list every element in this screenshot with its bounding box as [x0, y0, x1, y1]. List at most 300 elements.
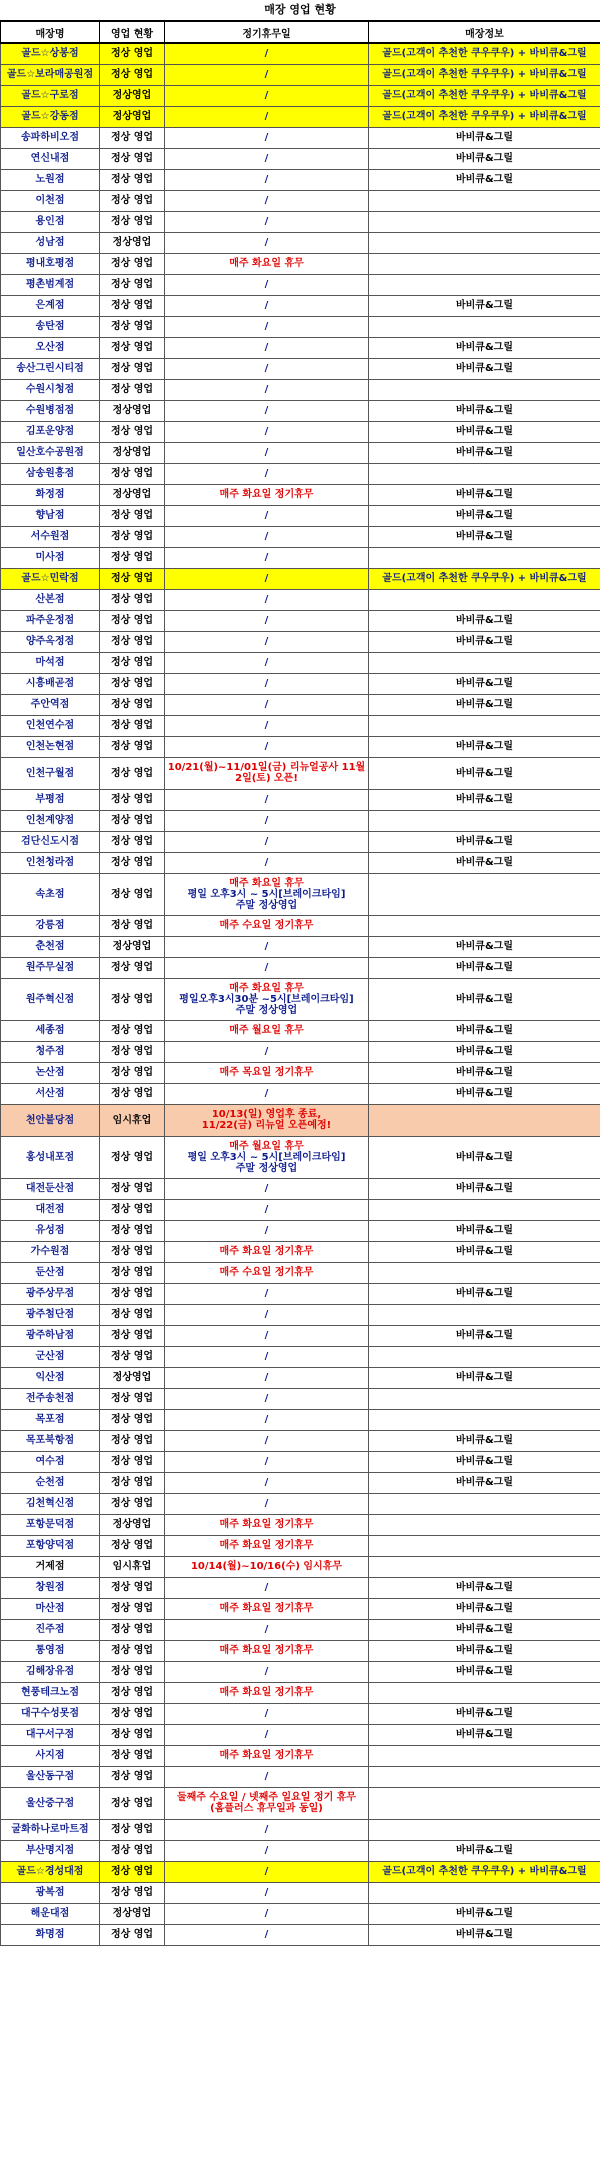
- table-row: [1, 1062, 600, 1083]
- table-row: [1, 1787, 600, 1819]
- store-name-cell: 송탄점: [1, 316, 100, 337]
- table-row: [1, 1840, 600, 1861]
- store-info-cell: 바비큐&그릴: [369, 1241, 600, 1262]
- store-info-cell: [369, 1304, 600, 1325]
- store-name-cell: 부산명지점: [1, 1840, 100, 1861]
- store-name-cell: 대구수성못점: [1, 1703, 100, 1724]
- store-name-cell: 광주하남점: [1, 1325, 100, 1346]
- store-name-cell: 춘천점: [1, 936, 100, 957]
- table-row: [1, 274, 600, 295]
- store-name-cell: 오산점: [1, 337, 100, 358]
- store-info-cell: [369, 1493, 600, 1514]
- store-info-cell: 골드(고객이 추천한 쿠우쿠우) + 바비큐&그릴: [369, 64, 600, 85]
- status-cell: 정상 영업: [100, 673, 165, 694]
- header-store-name: 매장명: [1, 21, 100, 43]
- store-name-cell: 파주운정점: [1, 610, 100, 631]
- status-cell: 정상영업: [100, 1514, 165, 1535]
- status-cell: 정상 영업: [100, 463, 165, 484]
- status-cell: 정상 영업: [100, 274, 165, 295]
- holiday-cell: /: [165, 547, 369, 568]
- holiday-cell: /: [165, 852, 369, 873]
- status-cell: 정상 영업: [100, 957, 165, 978]
- store-info-cell: 바비큐&그릴: [369, 1325, 600, 1346]
- table-row: [1, 810, 600, 831]
- store-name-cell: 사지점: [1, 1745, 100, 1766]
- holiday-cell: /: [165, 1325, 369, 1346]
- store-info-cell: 바비큐&그릴: [369, 1472, 600, 1493]
- store-info-cell: 바비큐&그릴: [369, 831, 600, 852]
- store-name-cell: 둔산점: [1, 1262, 100, 1283]
- holiday-cell: /: [165, 43, 369, 64]
- store-info-cell: 골드(고객이 추천한 쿠우쿠우) + 바비큐&그릴: [369, 106, 600, 127]
- holiday-cell: /: [165, 1430, 369, 1451]
- holiday-cell: /: [165, 610, 369, 631]
- store-name-cell: 포항양덕점: [1, 1535, 100, 1556]
- status-cell: 정상 영업: [100, 379, 165, 400]
- status-cell: 정상 영업: [100, 568, 165, 589]
- store-info-cell: 골드(고객이 추천한 쿠우쿠우) + 바비큐&그릴: [369, 1861, 600, 1882]
- status-cell: 정상 영업: [100, 295, 165, 316]
- store-name-cell: 광주첨단점: [1, 1304, 100, 1325]
- store-name-cell: 골드☆구로점: [1, 85, 100, 106]
- store-name-cell: 울산중구점: [1, 1787, 100, 1819]
- table-row: [1, 526, 600, 547]
- status-cell: 정상 영업: [100, 1819, 165, 1840]
- store-info-cell: 바비큐&그릴: [369, 1903, 600, 1924]
- store-name-cell: 인천계양점: [1, 810, 100, 831]
- status-cell: 정상 영업: [100, 127, 165, 148]
- status-cell: 정상 영업: [100, 873, 165, 915]
- holiday-cell: /: [165, 673, 369, 694]
- store-name-cell: 인천논현점: [1, 736, 100, 757]
- store-info-cell: 바비큐&그릴: [369, 1136, 600, 1178]
- holiday-cell: /: [165, 232, 369, 253]
- status-cell: 임시휴업: [100, 1556, 165, 1577]
- store-info-cell: 바비큐&그릴: [369, 526, 600, 547]
- store-name-cell: 김천혁신점: [1, 1493, 100, 1514]
- holiday-cell: /: [165, 85, 369, 106]
- store-info-cell: 바비큐&그릴: [369, 337, 600, 358]
- store-info-cell: [369, 1514, 600, 1535]
- holiday-cell: 매주 수요일 정기휴무: [165, 915, 369, 936]
- holiday-cell: /: [165, 652, 369, 673]
- store-name-cell: 송산그린시티점: [1, 358, 100, 379]
- store-info-cell: 바비큐&그릴: [369, 631, 600, 652]
- table-row: [1, 1535, 600, 1556]
- holiday-cell: 10/13(일) 영업후 종료, 11/22(금) 리뉴얼 오픈예정!: [165, 1104, 369, 1136]
- holiday-cell: /: [165, 295, 369, 316]
- holiday-cell: /: [165, 789, 369, 810]
- table-row: [1, 106, 600, 127]
- status-cell: 정상 영업: [100, 169, 165, 190]
- table-row: [1, 873, 600, 915]
- store-name-cell: 골드☆보라매공원점: [1, 64, 100, 85]
- status-cell: 정상 영업: [100, 1283, 165, 1304]
- table-row: [1, 610, 600, 631]
- table-row: [1, 1388, 600, 1409]
- holiday-cell: 매주 화요일 정기휴무: [165, 1241, 369, 1262]
- table-row: [1, 1346, 600, 1367]
- store-name-cell: 홍성내포점: [1, 1136, 100, 1178]
- holiday-cell: /: [165, 337, 369, 358]
- store-info-cell: 바비큐&그릴: [369, 505, 600, 526]
- status-cell: 정상 영업: [100, 736, 165, 757]
- store-name-cell: 강릉점: [1, 915, 100, 936]
- store-name-cell: 창원점: [1, 1577, 100, 1598]
- store-info-cell: 바비큐&그릴: [369, 978, 600, 1020]
- store-info-cell: 골드(고객이 추천한 쿠우쿠우) + 바비큐&그릴: [369, 85, 600, 106]
- store-info-cell: 바비큐&그릴: [369, 694, 600, 715]
- status-cell: 정상 영업: [100, 1262, 165, 1283]
- store-name-cell: 서산점: [1, 1083, 100, 1104]
- status-cell: 정상 영업: [100, 1220, 165, 1241]
- store-name-cell: 인천청라점: [1, 852, 100, 873]
- store-name-cell: 골드☆민락점: [1, 568, 100, 589]
- store-name-cell: 김포운양점: [1, 421, 100, 442]
- table-row: [1, 1682, 600, 1703]
- status-cell: 정상 영업: [100, 1136, 165, 1178]
- table-row: [1, 43, 600, 64]
- store-table: [0, 20, 600, 1946]
- store-name-cell: 은계점: [1, 295, 100, 316]
- status-cell: 정상 영업: [100, 505, 165, 526]
- store-name-cell: 수원시청점: [1, 379, 100, 400]
- store-info-cell: 바비큐&그릴: [369, 936, 600, 957]
- holiday-cell: 매주 수요일 정기휴무: [165, 1262, 369, 1283]
- store-info-cell: [369, 1745, 600, 1766]
- store-name-cell: 목포북항점: [1, 1430, 100, 1451]
- status-cell: 정상 영업: [100, 652, 165, 673]
- holiday-cell: /: [165, 211, 369, 232]
- status-cell: 정상 영업: [100, 1924, 165, 1945]
- holiday-cell: /: [165, 1409, 369, 1430]
- status-cell: 정상 영업: [100, 715, 165, 736]
- status-cell: 정상 영업: [100, 1199, 165, 1220]
- holiday-cell: 매주 화요일 정기휴무: [165, 484, 369, 505]
- store-info-cell: 바비큐&그릴: [369, 484, 600, 505]
- store-name-cell: 시흥배곧점: [1, 673, 100, 694]
- store-info-cell: 바비큐&그릴: [369, 757, 600, 789]
- status-cell: 정상 영업: [100, 1062, 165, 1083]
- table-row: [1, 1924, 600, 1945]
- store-info-cell: 골드(고객이 추천한 쿠우쿠우) + 바비큐&그릴: [369, 568, 600, 589]
- store-info-cell: 바비큐&그릴: [369, 673, 600, 694]
- store-name-cell: 김해장유점: [1, 1661, 100, 1682]
- table-row: [1, 978, 600, 1020]
- status-cell: 정상 영업: [100, 1882, 165, 1903]
- table-row: [1, 852, 600, 873]
- table-row: [1, 1724, 600, 1745]
- status-cell: 정상 영업: [100, 610, 165, 631]
- table-row: [1, 936, 600, 957]
- store-info-cell: 골드(고객이 추천한 쿠우쿠우) + 바비큐&그릴: [369, 43, 600, 64]
- status-cell: 정상영업: [100, 400, 165, 421]
- store-name-cell: 논산점: [1, 1062, 100, 1083]
- status-cell: 정상 영업: [100, 1325, 165, 1346]
- status-cell: 정상 영업: [100, 1787, 165, 1819]
- store-name-cell: 미사점: [1, 547, 100, 568]
- holiday-cell: /: [165, 64, 369, 85]
- holiday-cell: /: [165, 1819, 369, 1840]
- store-info-cell: [369, 1104, 600, 1136]
- store-name-cell: 해운대점: [1, 1903, 100, 1924]
- status-cell: 정상 영업: [100, 1178, 165, 1199]
- table-row: [1, 1745, 600, 1766]
- table-row: [1, 337, 600, 358]
- table-row: [1, 757, 600, 789]
- holiday-cell: /: [165, 505, 369, 526]
- store-name-cell: 양주옥정점: [1, 631, 100, 652]
- status-cell: 정상 영업: [100, 316, 165, 337]
- holiday-cell: /: [165, 1451, 369, 1472]
- table-row: [1, 442, 600, 463]
- table-row: [1, 1640, 600, 1661]
- holiday-cell: /: [165, 1577, 369, 1598]
- status-cell: 정상영업: [100, 106, 165, 127]
- store-name-cell: 유성점: [1, 1220, 100, 1241]
- store-info-cell: [369, 1199, 600, 1220]
- sheet-title: 매장 영업 현황: [264, 3, 336, 16]
- status-cell: 정상 영업: [100, 1083, 165, 1104]
- store-info-cell: [369, 463, 600, 484]
- store-info-cell: 바비큐&그릴: [369, 442, 600, 463]
- store-info-cell: 바비큐&그릴: [369, 1724, 600, 1745]
- table-row: [1, 1903, 600, 1924]
- store-info-cell: [369, 652, 600, 673]
- table-row: [1, 1861, 600, 1882]
- status-cell: 정상영업: [100, 936, 165, 957]
- store-name-cell: 화명점: [1, 1924, 100, 1945]
- holiday-cell: /: [165, 127, 369, 148]
- store-info-cell: [369, 1535, 600, 1556]
- store-name-cell: 마석점: [1, 652, 100, 673]
- table-row: [1, 379, 600, 400]
- holiday-cell: /: [165, 631, 369, 652]
- table-body: [1, 43, 600, 1945]
- table-row: [1, 1619, 600, 1640]
- store-name-cell: 노원점: [1, 169, 100, 190]
- table-row: [1, 1703, 600, 1724]
- holiday-cell: /: [165, 379, 369, 400]
- table-row: [1, 358, 600, 379]
- holiday-cell: 매주 화요일 휴무 평일오후3시30분 ~5시[브레이크타임] 주말 정상영업: [165, 978, 369, 1020]
- store-info-cell: 바비큐&그릴: [369, 127, 600, 148]
- store-info-cell: 바비큐&그릴: [369, 1430, 600, 1451]
- table-row: [1, 915, 600, 936]
- store-name-cell: 골드☆강동점: [1, 106, 100, 127]
- status-cell: 정상영업: [100, 1367, 165, 1388]
- store-info-cell: [369, 589, 600, 610]
- status-cell: 정상 영업: [100, 1472, 165, 1493]
- table-row: [1, 1367, 600, 1388]
- table-row: [1, 1577, 600, 1598]
- holiday-cell: /: [165, 1903, 369, 1924]
- status-cell: 정상영업: [100, 442, 165, 463]
- status-cell: 정상 영업: [100, 1682, 165, 1703]
- holiday-cell: /: [165, 1840, 369, 1861]
- store-info-cell: 바비큐&그릴: [369, 957, 600, 978]
- status-cell: 정상 영업: [100, 1304, 165, 1325]
- store-name-cell: 가수원점: [1, 1241, 100, 1262]
- store-name-cell: 수원병점점: [1, 400, 100, 421]
- holiday-cell: 매주 월요일 휴무 평일 오후3시 ~ 5시[브레이크타임] 주말 정상영업: [165, 1136, 369, 1178]
- store-info-cell: 바비큐&그릴: [369, 1640, 600, 1661]
- status-cell: 정상 영업: [100, 810, 165, 831]
- store-name-cell: 향남점: [1, 505, 100, 526]
- store-name-cell: 속초점: [1, 873, 100, 915]
- store-info-cell: 바비큐&그릴: [369, 1451, 600, 1472]
- store-info-cell: 바비큐&그릴: [369, 1283, 600, 1304]
- store-info-cell: [369, 1819, 600, 1840]
- holiday-cell: 매주 화요일 정기휴무: [165, 1682, 369, 1703]
- store-name-cell: 부평점: [1, 789, 100, 810]
- store-name-cell: 광주상무점: [1, 1283, 100, 1304]
- holiday-cell: /: [165, 831, 369, 852]
- store-info-cell: 바비큐&그릴: [369, 736, 600, 757]
- table-row: [1, 1430, 600, 1451]
- holiday-cell: /: [165, 1493, 369, 1514]
- holiday-cell: /: [165, 1367, 369, 1388]
- status-cell: 정상 영업: [100, 1430, 165, 1451]
- store-name-cell: 목포점: [1, 1409, 100, 1430]
- status-cell: 정상영업: [100, 1903, 165, 1924]
- table-row: [1, 1136, 600, 1178]
- status-cell: 정상 영업: [100, 211, 165, 232]
- store-info-cell: 바비큐&그릴: [369, 1703, 600, 1724]
- store-name-cell: 익산점: [1, 1367, 100, 1388]
- holiday-cell: /: [165, 1388, 369, 1409]
- holiday-cell: /: [165, 568, 369, 589]
- status-cell: 정상영업: [100, 232, 165, 253]
- status-cell: 정상 영업: [100, 1861, 165, 1882]
- holiday-cell: /: [165, 589, 369, 610]
- holiday-cell: 매주 목요일 정기휴무: [165, 1062, 369, 1083]
- table-row: [1, 316, 600, 337]
- store-info-cell: 바비큐&그릴: [369, 1619, 600, 1640]
- holiday-cell: /: [165, 1283, 369, 1304]
- table-row: [1, 631, 600, 652]
- holiday-cell: /: [165, 715, 369, 736]
- status-cell: 정상 영업: [100, 148, 165, 169]
- status-cell: 정상 영업: [100, 852, 165, 873]
- table-row: [1, 1819, 600, 1840]
- store-info-cell: [369, 1388, 600, 1409]
- holiday-cell: /: [165, 400, 369, 421]
- holiday-cell: /: [165, 274, 369, 295]
- store-name-cell: 원주혁신점: [1, 978, 100, 1020]
- store-info-cell: 바비큐&그릴: [369, 1924, 600, 1945]
- table-row: [1, 1041, 600, 1062]
- holiday-cell: /: [165, 1304, 369, 1325]
- store-info-cell: [369, 810, 600, 831]
- status-cell: 정상 영업: [100, 1724, 165, 1745]
- store-info-cell: 바비큐&그릴: [369, 1178, 600, 1199]
- table-row: [1, 1514, 600, 1535]
- holiday-cell: /: [165, 810, 369, 831]
- store-name-cell: 화정점: [1, 484, 100, 505]
- store-name-cell: 울산동구점: [1, 1766, 100, 1787]
- status-cell: 정상 영업: [100, 1241, 165, 1262]
- holiday-cell: /: [165, 694, 369, 715]
- table-row: [1, 1556, 600, 1577]
- table-row: [1, 253, 600, 274]
- holiday-cell: /: [165, 1882, 369, 1903]
- status-cell: 정상 영업: [100, 64, 165, 85]
- holiday-cell: /: [165, 358, 369, 379]
- table-row: [1, 1451, 600, 1472]
- holiday-cell: /: [165, 936, 369, 957]
- table-row: [1, 1104, 600, 1136]
- store-info-cell: 바비큐&그릴: [369, 1661, 600, 1682]
- table-row: [1, 1220, 600, 1241]
- table-row: [1, 736, 600, 757]
- table-row: [1, 1598, 600, 1619]
- store-name-cell: 거제점: [1, 1556, 100, 1577]
- header-holiday: 정기휴무일: [165, 21, 369, 43]
- status-cell: 정상 영업: [100, 1598, 165, 1619]
- holiday-cell: /: [165, 169, 369, 190]
- holiday-cell: /: [165, 1346, 369, 1367]
- store-name-cell: 성남점: [1, 232, 100, 253]
- store-name-cell: 청주점: [1, 1041, 100, 1062]
- store-name-cell: 마산점: [1, 1598, 100, 1619]
- holiday-cell: 10/21(월)~11/01일(금) 리뉴얼공사 11월2일(토) 오픈!: [165, 757, 369, 789]
- store-name-cell: 평내호평점: [1, 253, 100, 274]
- store-name-cell: 천안불당점: [1, 1104, 100, 1136]
- holiday-cell: /: [165, 526, 369, 547]
- holiday-cell: 매주 화요일 정기휴무: [165, 1598, 369, 1619]
- table-row: [1, 400, 600, 421]
- store-info-cell: [369, 715, 600, 736]
- status-cell: 정상 영업: [100, 43, 165, 64]
- store-name-cell: 연신내점: [1, 148, 100, 169]
- holiday-cell: 매주 화요일 정기휴무: [165, 1640, 369, 1661]
- status-cell: 정상 영업: [100, 1840, 165, 1861]
- table-row: [1, 1020, 600, 1041]
- holiday-cell: /: [165, 1703, 369, 1724]
- store-info-cell: [369, 1787, 600, 1819]
- store-name-cell: 굴화하나로마트점: [1, 1819, 100, 1840]
- store-name-cell: 광복점: [1, 1882, 100, 1903]
- store-info-cell: 바비큐&그릴: [369, 400, 600, 421]
- store-info-cell: [369, 274, 600, 295]
- store-info-cell: 바비큐&그릴: [369, 1577, 600, 1598]
- status-cell: 정상 영업: [100, 694, 165, 715]
- holiday-cell: /: [165, 1661, 369, 1682]
- store-info-cell: 바비큐&그릴: [369, 789, 600, 810]
- store-name-cell: 인천구월점: [1, 757, 100, 789]
- table-row: [1, 789, 600, 810]
- store-name-cell: 골드☆상봉점: [1, 43, 100, 64]
- table-row: [1, 1325, 600, 1346]
- store-name-cell: 대전둔산점: [1, 1178, 100, 1199]
- table-row: [1, 957, 600, 978]
- table-row: [1, 1766, 600, 1787]
- holiday-cell: /: [165, 1083, 369, 1104]
- status-cell: 임시휴업: [100, 1104, 165, 1136]
- holiday-cell: 매주 월요일 휴무: [165, 1020, 369, 1041]
- store-info-cell: [369, 379, 600, 400]
- store-info-cell: [369, 1556, 600, 1577]
- table-row: [1, 652, 600, 673]
- holiday-cell: 매주 화요일 정기휴무: [165, 1535, 369, 1556]
- store-name-cell: 군산점: [1, 1346, 100, 1367]
- status-cell: 정상 영업: [100, 1020, 165, 1041]
- store-info-cell: 바비큐&그릴: [369, 1367, 600, 1388]
- store-name-cell: 산본점: [1, 589, 100, 610]
- store-info-cell: 바비큐&그릴: [369, 1062, 600, 1083]
- store-info-cell: [369, 253, 600, 274]
